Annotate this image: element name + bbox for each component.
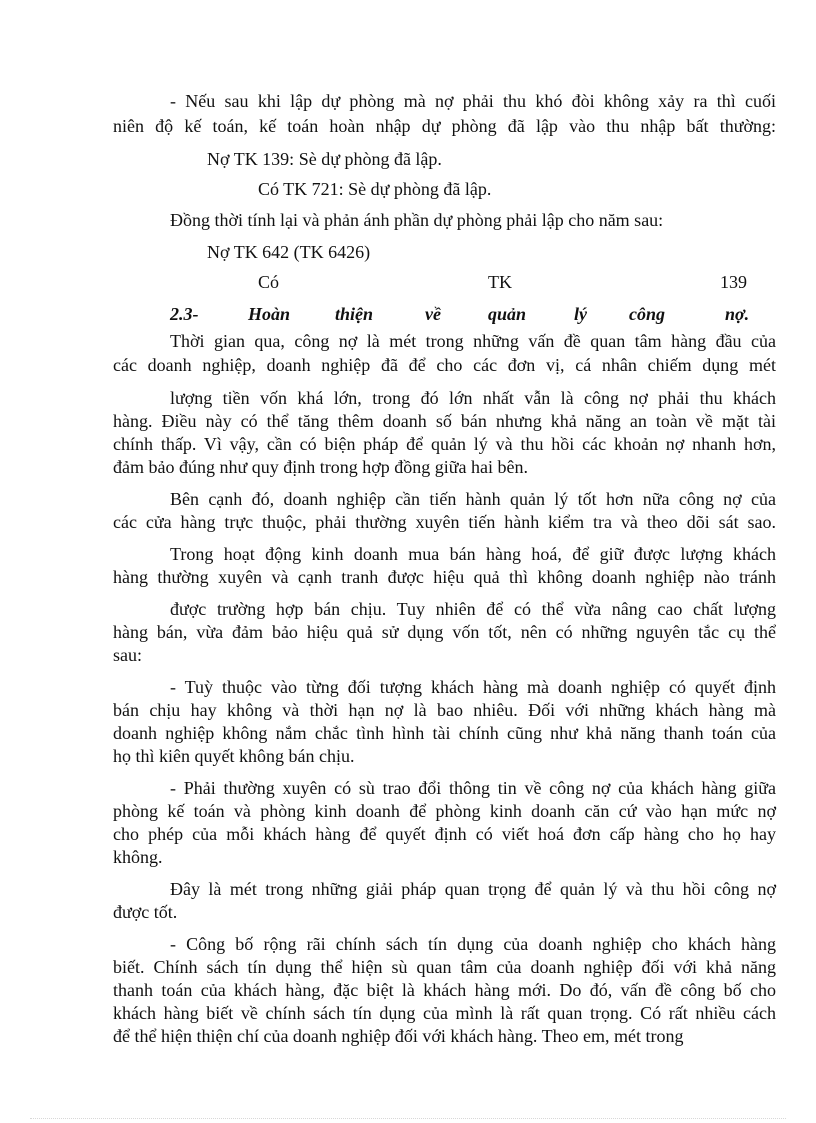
text-line: - Tuỳ thuộc vào từng đối tượng khách hàng mà doanh nghiệp có quyết định [170,677,776,697]
text-line: Trong hoạt động kinh doanh mua bán hàng hoá, để giữ được lượng khách [170,544,776,564]
section-heading [0,303,816,327]
text-line: biết. Chính sách tín dụng thể hiện sù quan tâm của doanh nghiệp đối với khả năng [113,957,776,977]
heading-number: 2.3- [170,304,199,324]
text-line: lượng tiền vốn khá lớn, trong đó lớn nhất vẫn là công nợ phải thu khách [170,388,776,408]
text-line: - Công bố rộng rãi chính sách tín dụng của doanh nghiệp cho khách hàng [170,934,776,954]
text-line: hàng thường xuyên và cạnh tranh được hiệu quả thì không doanh nghiệp nào tránh [113,567,776,587]
text-line: phòng kế toán và phòng kinh doanh để phòng kinh doanh căn cứ vào hạn mức nợ [113,801,776,821]
text-line: Bên cạnh đó, doanh nghiệp cần tiến hành quản lý tốt hơn nữa công nợ của [170,489,776,509]
text-line: đảm bảo đúng như quy định trong hợp đồng giữa hai bên. [113,457,528,477]
credit-number: 139 [720,272,747,292]
text-line: các doanh nghiệp, doanh nghiệp đã để cho các đơn vị, cá nhân chiếm dụng mét [113,355,776,375]
text-line: sau: [113,645,142,665]
text-line: chính thấp. Vì vậy, cần có biện pháp để quản lý và thu hồi các khoản nợ nhanh hơn, [113,434,776,454]
text-line: các cửa hàng trực thuộc, phải thường xuyên tiến hành kiểm tra và theo dõi sát sao. [113,512,776,532]
journal-credit-line: Có TK 721: Sè dự phòng đã lập. [258,179,492,199]
text-line: khách hàng biết về chính sách tín dụng của mình là rất quan trọng. Có rất nhiều cách [113,1003,776,1023]
heading-word: lý [574,304,587,324]
text-line: được trường hợp bán chịu. Tuy nhiên để có thể vừa nâng cao chất lượng [170,599,776,619]
heading-word: về [425,304,441,324]
text-line: cho phép của mỗi khách hàng để quyết định có viết hoá đơn cấp hàng cho họ hay [113,824,776,844]
text-line: họ thì kiên quyết không bán chịu. [113,746,355,766]
text-line: niên độ kế toán, kế toán hoàn nhập dự phòng đã lập vào thu nhập bất thường: [113,116,776,136]
text-line: Thời gian qua, công nợ là mét trong những vấn đề quan tâm hàng đầu của [170,331,776,351]
text-line: để thể hiện thiện chí của doanh nghiệp đối với khách hàng. Theo em, mét trong [113,1026,684,1046]
credit-co: Có [258,272,280,292]
text-line: Đây là mét trong những giải pháp quan trọng để quản lý và thu hồi công nợ [170,879,776,899]
text-line: doanh nghiệp không nắm chắc tình hình tài chính cũng như khả năng thanh toán của [113,723,776,743]
text-line: hàng. Điều này có thể tăng thêm doanh số bán nhưng khả năng an toàn về mặt tài [113,411,776,431]
text-line: không. [113,847,163,867]
journal-debit-line: Nợ TK 139: Sè dự phòng đã lập. [207,149,442,169]
heading-word: Hoàn [248,304,291,324]
heading-word: thiện [335,304,374,324]
journal-debit-line: Nợ TK 642 (TK 6426) [207,242,371,262]
heading-word: công [629,304,665,324]
text-line: thanh toán của khách hàng, đặc biệt là khách hàng mới. Do đó, vấn đề công bố cho [113,980,776,1000]
heading-word: nợ. [725,304,750,324]
page-bottom-rule [30,1118,786,1119]
text-line: bán chịu hay không và thời hạn nợ là bao nhiêu. Đối với những khách hàng mà [113,700,776,720]
text-line: Đồng thời tính lại và phản ánh phần dự phòng phải lập cho năm sau: [170,210,664,230]
text-line: - Phải thường xuyên có sù trao đổi thông tin về công nợ của khách hàng giữa [170,778,776,798]
journal-credit-line [0,271,816,295]
text-line: hàng bán, vừa đảm bảo hiệu quả sử dụng vốn tốt, nên có những nguyên tắc cụ thể [113,622,776,642]
text-line: - Nếu sau khi lập dự phòng mà nợ phải thu khó đòi không xảy ra thì cuối [170,91,776,111]
heading-word: quản [488,304,527,324]
text-line: được tốt. [113,902,178,922]
credit-tk: TK [488,272,512,292]
